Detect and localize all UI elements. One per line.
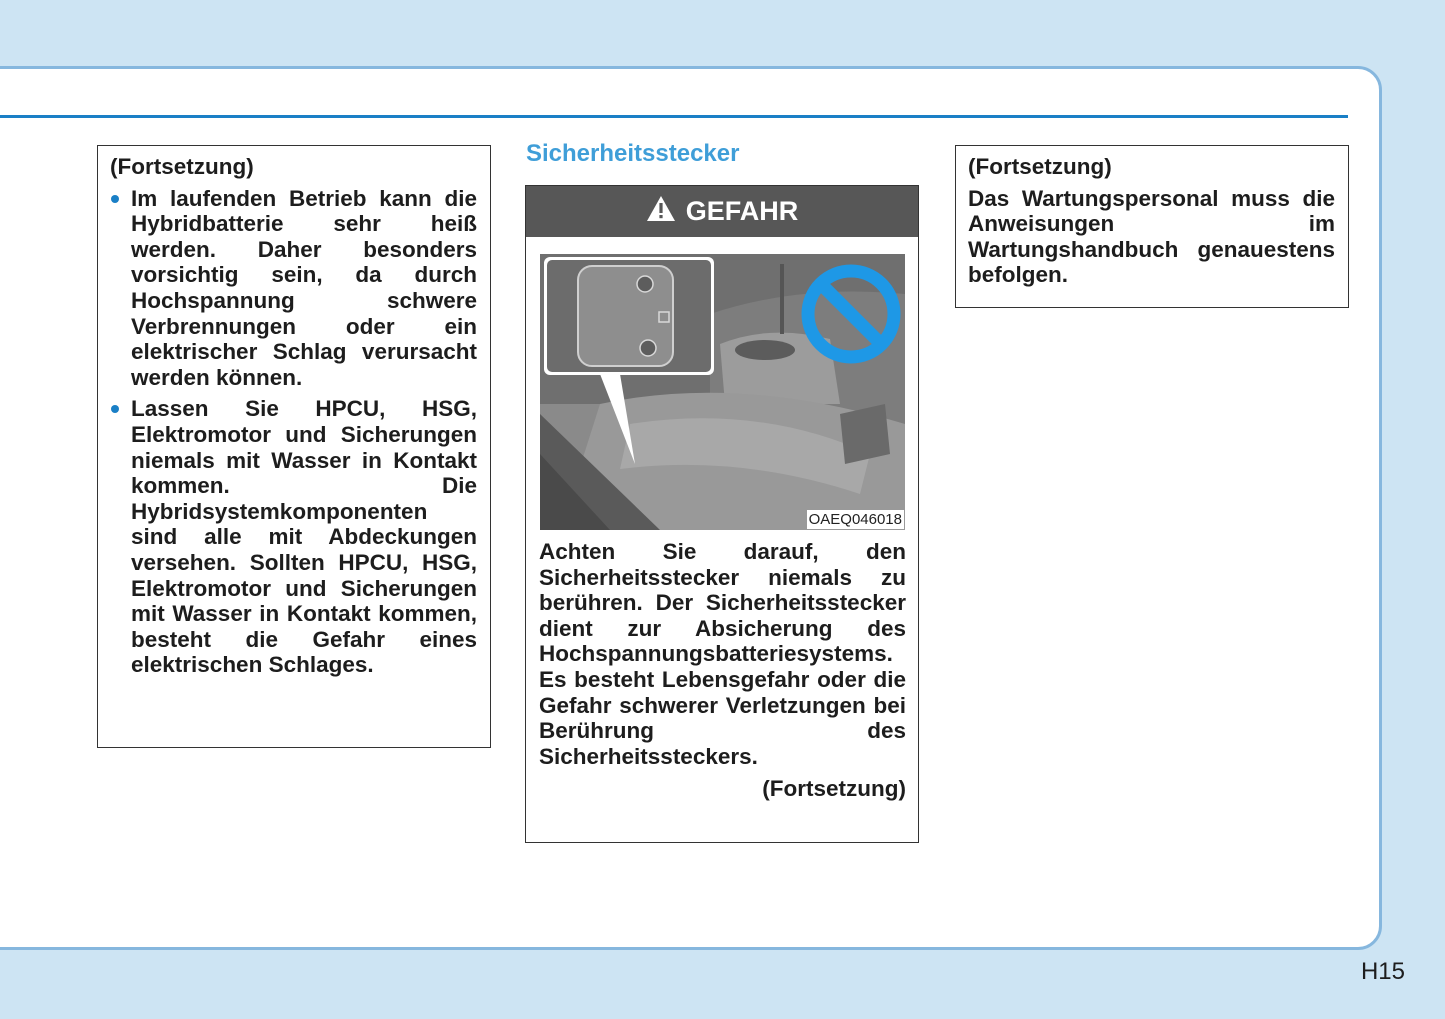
page-number: H15	[1360, 958, 1405, 985]
continued-label: (Fortsetzung)	[110, 154, 254, 179]
right-continuation-box	[955, 145, 1349, 308]
image-code-label: OAEQ046018	[808, 511, 902, 528]
warning-text-block	[539, 539, 906, 802]
header-rule	[0, 115, 1348, 118]
bullet-item	[110, 186, 477, 391]
bullet-icon	[111, 195, 119, 203]
section-title: Sicherheitsstecker	[526, 140, 740, 167]
safety-plug-photo	[540, 254, 905, 530]
continued-label: (Fortsetzung)	[968, 154, 1112, 179]
continued-label: (Fortsetzung)	[762, 776, 906, 802]
bullet-text: Lassen Sie HPCU, HSG, Elektromotor und Sicherungen niemals mit Wasser in Kontakt kommen. Die Hybridsystemkomponenten sind alle mit Abdeckungen versehen. Sollten HPCU, HSG, Elektromotor und Sicherungen mit Wasser in Kontakt kommen, besteht die Gefahr eines elektrischen Schlages.	[131, 396, 477, 678]
bullet-text: Im laufenden Betrieb kann die Hybridbatterie sehr heiß werden. Daher besonders vorsichtig sein, da durch Hochspannung schwere Verbrennungen oder ein elektrischer Schlag verursacht werden können.	[131, 185, 477, 390]
left-continuation-box	[97, 145, 491, 748]
prohibition-icon	[799, 262, 903, 366]
danger-header	[526, 186, 918, 237]
bullet-item	[110, 396, 477, 678]
bullet-list	[110, 186, 477, 678]
warning-text: Achten Sie darauf, den Sicherheitsstecker niemals zu berühren. Der Sicherheitsstecker dient zur Absicherung des Hochspannungsbatteriesystems. Es besteht Lebensgefahr oder die Gefahr schwerer Verletzungen bei Berührung des Sicherheitssteckers.	[539, 539, 906, 769]
danger-label: GEFAHR	[685, 196, 799, 226]
warning-triangle-icon	[646, 195, 676, 229]
maintenance-text: Das Wartungspersonal muss die Anweisungen im Wartungshandbuch genauestens befolgen.	[968, 185, 1335, 288]
danger-warning-box	[525, 185, 919, 843]
bullet-icon	[111, 405, 119, 413]
